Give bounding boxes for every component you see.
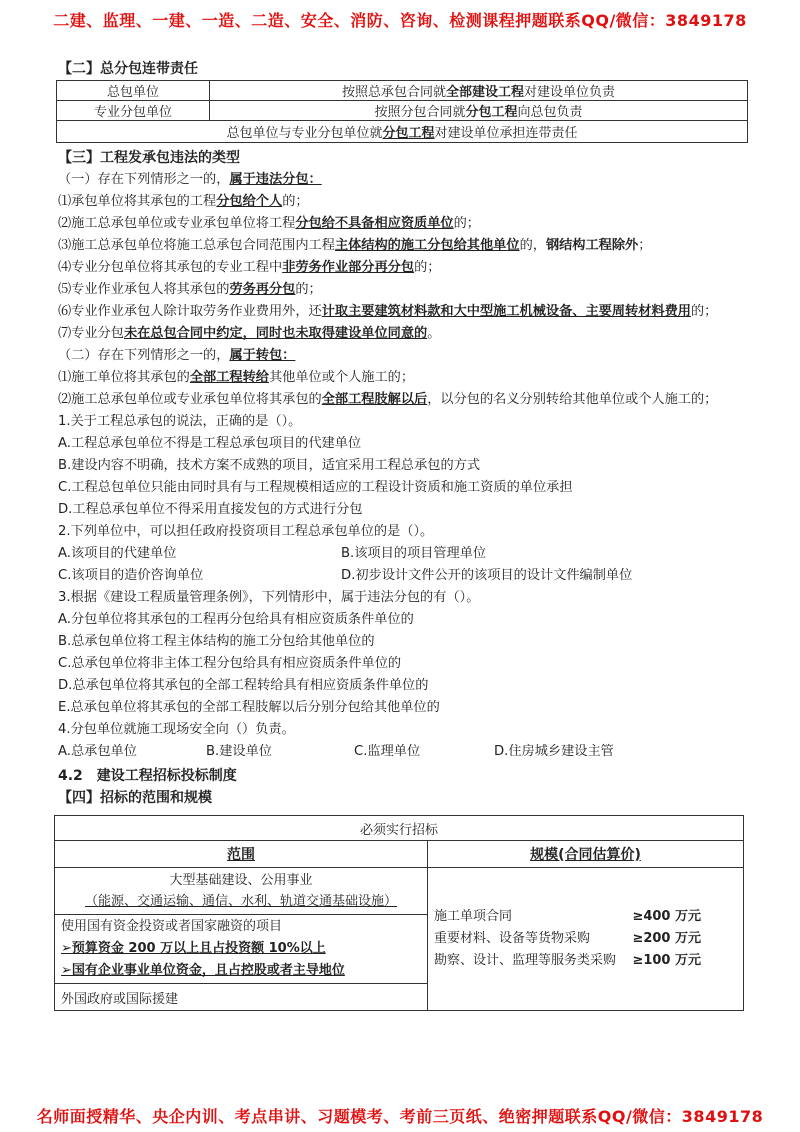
question-2: 2.下列单位中，可以担任政府投资项目工程总承包单位的是（）。 [58, 524, 434, 539]
section-2-title: 【二】总分包连带责任 [58, 61, 198, 77]
option: D.总承包单位将其承包的全部工程转给具有相应资质条件单位的 [58, 678, 429, 693]
option: C.总承包单位将非主体工程分包给具有相应资质条件单位的 [58, 656, 402, 671]
option-row [58, 741, 748, 763]
duty-cell: 按照分包合同就分包工程向总包负责 [210, 101, 748, 121]
option-row [58, 565, 748, 587]
list-item: ⑸专业作业承包人将其承包的劳务再分包的； [58, 282, 322, 297]
scope-cell: 外国政府或国际援建 [55, 984, 428, 1011]
illegal-subcontract-heading: （一）存在下列情形之一的，属于违法分包： [58, 172, 322, 187]
option: B.建设内容不明确，技术方案不成熟的项目，适宜采用工程总承包的方式 [58, 458, 481, 473]
table-row [55, 841, 744, 868]
scale-row: 勘察、设计、监理等服务类采购 ≥100 万元 [434, 953, 701, 968]
option: A.工程总承包单位不得是工程总承包项目的代建单位 [58, 436, 362, 451]
scale-row: 重要材料、设备等货物采购 ≥200 万元 [434, 931, 701, 946]
option: D.初步设计文件公开的该项目的设计文件编制单位 [341, 568, 633, 583]
section-4-title: 【四】招标的范围和规模 [58, 790, 212, 806]
option: D.工程总承包单位不得采用直接发包的方式进行分包 [58, 502, 363, 517]
option: C.工程总包单位只能由同时具有与工程规模相适应的工程设计资质和施工资质的单位承担 [58, 480, 573, 495]
option: A.总承包单位 [58, 744, 137, 759]
table-row [57, 101, 748, 121]
unit-cell: 总包单位 [57, 81, 210, 101]
table-header: 必须实行招标 [55, 816, 744, 841]
top-banner: 二建、监理、一建、一造、二造、安全、消防、咨询、检测课程押题联系QQ/微信：3849178 [53, 11, 747, 30]
option-row [58, 543, 748, 565]
liability-table [56, 80, 748, 143]
option: A.该项目的代建单位 [58, 546, 177, 561]
unit-cell: 专业分包单位 [57, 101, 210, 121]
list-item: ⑴承包单位将其承包的工程分包给个人的； [58, 194, 309, 209]
list-item: ⑵施工总承包单位或专业承包单位将工程分包给不具备相应资质单位的； [58, 216, 480, 231]
bottom-banner: 名师面授精华、央企内训、考点串讲、习题模考、考前三页纸、绝密押题联系QQ/微信：3849178 [36, 1107, 764, 1126]
option: D.住房城乡建设主管 [494, 744, 614, 759]
option: B.建设单位 [206, 744, 272, 759]
duty-cell: 按照总承包合同就全部建设工程对建设单位负责 [210, 81, 748, 101]
joint-liability-cell: 总包单位与专业分包单位就分包工程对建设单位承担连带责任 [57, 121, 748, 143]
table-row [57, 121, 748, 143]
list-item: ⑷专业分包单位将其承包的专业工程中非劳务作业部分再分包的； [58, 260, 441, 275]
section-3-title: 【三】工程发承包违法的类型 [58, 150, 240, 166]
question-1: 1.关于工程总承包的说法，正确的是（）。 [58, 414, 302, 429]
option: A.分包单位将其承包的工程再分包给具有相应资质条件单位的 [58, 612, 414, 627]
transfer-heading: （二）存在下列情形之一的，属于转包： [58, 348, 296, 363]
scale-cell [428, 868, 744, 1011]
question-3: 3.根据《建设工程质量管理条例》，下列情形中，属于违法分包的有（）。 [58, 590, 480, 605]
scope-cell: 大型基础建设、公用事业 （能源、交通运输、通信、水利、轨道交通基础设施） [55, 868, 428, 915]
scale-row: 施工单项合同 ≥400 万元 [434, 909, 701, 924]
document-body [58, 56, 748, 1011]
scale-column-header: 规模(合同估算价) [428, 841, 744, 868]
option: C.监理单位 [354, 744, 421, 759]
list-item: ⑶施工总承包单位将施工总承包合同范围内工程主体结构的施工分包给其他单位的，钢结构工程除外； [58, 238, 652, 253]
list-item: ⑹专业作业承包人除计取劳务作业费用外，还计取主要建筑材料款和大中型施工机械设备、主要周转材料费用的； [58, 304, 718, 319]
scope-column-header: 范围 [55, 841, 428, 868]
table-row [55, 868, 744, 915]
option: B.总承包单位将工程主体结构的施工分包给其他单位的 [58, 634, 375, 649]
table-row [57, 81, 748, 101]
bidding-scope-table [54, 815, 744, 1011]
option: B.该项目的项目管理单位 [341, 546, 487, 561]
scope-cell: 使用国有资金投资或者国家融资的项目 ➢预算资金 200 万以上且占投资额 10%以上 ➢国有企业事业单位资金，且占控股或者主导地位 [55, 915, 428, 984]
section-4-2-title: 4.2 建设工程招标投标制度 [58, 768, 237, 784]
option: C.该项目的造价咨询单位 [58, 568, 204, 583]
option: E.总承包单位将其承包的全部工程肢解以后分别分包给其他单位的 [58, 700, 440, 715]
list-item: ⑵施工总承包单位或专业承包单位将其承包的全部工程肢解以后，以分包的名义分别转给其他单位或个人施工的； [58, 392, 718, 407]
list-item: ⑴施工单位将其承包的全部工程转给其他单位或个人施工的； [58, 370, 415, 385]
list-item: ⑺专业分包未在总包合同中约定，同时也未取得建设单位同意的。 [58, 326, 441, 341]
question-4: 4.分包单位就施工现场安全向（）负责。 [58, 722, 295, 737]
table-row [55, 816, 744, 841]
